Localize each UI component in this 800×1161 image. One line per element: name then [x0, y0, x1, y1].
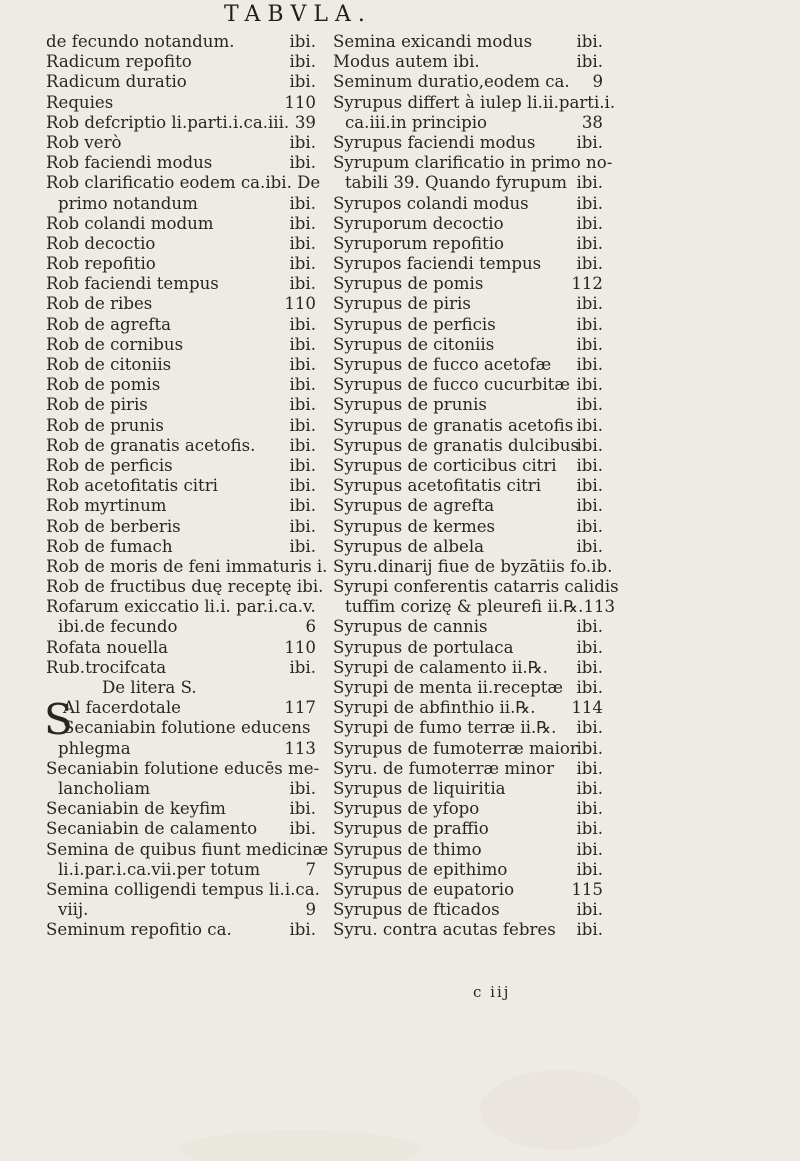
- index-entry: [333, 577, 619, 597]
- index-entry: [333, 739, 603, 759]
- index-entry: [333, 194, 603, 214]
- index-entry-page-ref: ibi.: [576, 395, 603, 415]
- index-entry-page-ref: ibi.: [576, 334, 603, 354]
- index-entry-text: Syrupus faciendi modus: [333, 132, 536, 152]
- index-entry: [333, 92, 616, 113]
- index-entry-page-ref: ibi.: [576, 819, 603, 839]
- index-entry-page-ref: ibi.: [576, 758, 603, 778]
- index-entry-page-ref: ibi.: [576, 536, 603, 556]
- index-entry-text: Syrupus de pomis: [333, 274, 484, 294]
- index-entry-text: Syrupus de prunis: [333, 395, 487, 415]
- index-entry-text: Rob verò: [46, 132, 122, 152]
- index-entry: [333, 698, 603, 718]
- index-entry: [333, 335, 603, 355]
- index-entry: [46, 254, 316, 274]
- index-entry-page-ref: ibi.: [289, 153, 316, 173]
- index-entry-text: primo notandum: [58, 193, 198, 213]
- index-entry-page-ref: 39: [294, 112, 316, 132]
- index-entry: [46, 718, 316, 738]
- index-entry-text: phlegma: [58, 738, 131, 758]
- index-entry-text: De litera S.: [102, 678, 197, 697]
- index-entry-page-ref: ibi.: [289, 72, 316, 92]
- index-entry: [46, 153, 316, 173]
- index-entry-page-ref: ibi.: [576, 193, 603, 213]
- index-entry-page-ref: ibi.: [289, 476, 316, 496]
- index-entry-page-ref: ibi.: [576, 637, 603, 657]
- index-entry-page-ref: ibi.: [576, 415, 603, 435]
- index-entry-text: Rob defcriptio li.parti.i.ca.iii.: [46, 112, 290, 132]
- index-entry-text: Rob de pomis: [46, 375, 161, 395]
- index-entry: [46, 274, 316, 294]
- index-entry: [333, 537, 603, 557]
- index-entry-page-ref: ibi.: [289, 213, 316, 233]
- index-entry: [46, 456, 316, 476]
- index-entry: [46, 577, 324, 597]
- index-entry-text: Radicum repofito: [46, 52, 192, 72]
- index-entry: [46, 739, 316, 759]
- index-entry-text: Syruporum repofitio: [333, 233, 505, 253]
- index-entry-page-ref: ibi.: [289, 233, 316, 253]
- index-entry: [46, 920, 316, 940]
- index-entry: [46, 597, 316, 617]
- index-entry-text: viij.: [58, 900, 89, 920]
- index-entry-page-ref: ibi.: [289, 920, 316, 940]
- index-entry: [333, 113, 603, 133]
- index-entry-text: Rob de agrefta: [46, 314, 172, 334]
- index-entry-page-ref: ibi.: [289, 496, 316, 516]
- index-entry: [46, 436, 316, 456]
- index-entry-text: Secaniabin de keyfim: [46, 799, 226, 819]
- index-entry-page-ref: ibi.: [576, 859, 603, 879]
- index-entry-text: Syrupi de fumo terræ ii.℞.: [333, 718, 557, 738]
- index-entry: [46, 617, 316, 637]
- index-entry-text: Seminum duratio,eodem ca.: [333, 72, 570, 92]
- index-entry: [46, 234, 316, 254]
- drop-cap-letter: S: [44, 695, 73, 745]
- index-entry: [333, 638, 603, 658]
- index-entry-text: Syru. de fumoterræ minor: [333, 758, 555, 778]
- index-entry: [46, 315, 316, 335]
- index-entry-page-ref: ibi.: [289, 193, 316, 213]
- index-entry: [46, 879, 320, 900]
- index-entry-text: Rob faciendi tempus: [46, 274, 219, 294]
- index-entry-text: li.i.par.i.ca.vii.per totum: [58, 859, 261, 879]
- index-entry-page-ref: ibi.: [576, 799, 603, 819]
- index-entry: [46, 52, 316, 72]
- index-entry-page-ref: ibi.: [289, 657, 316, 677]
- index-entry-page-ref: ibi.: [289, 274, 316, 294]
- index-entry: [333, 860, 603, 880]
- index-entry: [46, 214, 316, 234]
- index-entry-text: Rofarum exiccatio li.i. par.i.ca.v.: [46, 597, 316, 617]
- index-entry-page-ref: 9: [305, 900, 316, 920]
- index-entry-page-ref: 6: [305, 617, 316, 637]
- index-entry-text: Syrupos colandi modus: [333, 193, 529, 213]
- index-entry: [46, 860, 316, 880]
- index-entry-text: Syrupus de perficis: [333, 314, 496, 334]
- index-entry: [333, 416, 603, 436]
- index-entry: [46, 517, 316, 537]
- index-entry: [46, 173, 321, 193]
- index-entry: [333, 375, 603, 395]
- index-entry: [46, 375, 316, 395]
- index-entry-text: Syrupus de portulaca: [333, 637, 514, 657]
- index-entry: [46, 72, 316, 92]
- index-entry: [333, 32, 603, 52]
- index-entry: [46, 476, 316, 496]
- index-entry-text: Syrupus de granatis dulcibus: [333, 435, 580, 455]
- index-entry-page-ref: ibi.: [576, 476, 603, 496]
- index-entry-text: Rob de citoniis: [46, 355, 172, 374]
- index-entry: [46, 839, 329, 860]
- index-entry-page-ref: ibi.: [289, 819, 316, 839]
- index-entry-page-ref: 117: [284, 698, 316, 718]
- index-entry: [333, 880, 603, 900]
- index-entry-page-ref: ibi.: [576, 900, 603, 920]
- index-entry: [46, 819, 316, 839]
- index-entry: [333, 840, 603, 860]
- index-entry: [333, 496, 603, 516]
- index-entry-page-ref: 9: [592, 72, 603, 92]
- index-entry-page-ref: ibi.: [289, 52, 316, 72]
- index-entry-page-ref: ibi.: [576, 678, 603, 697]
- index-entry: [46, 416, 316, 436]
- index-entry: [333, 294, 603, 314]
- index-entry-page-ref: 110: [284, 92, 316, 112]
- index-entry-text: Syrupus de albela: [333, 536, 485, 556]
- index-entry-page-ref: 112: [571, 274, 603, 294]
- index-entry-page-ref: ibi.: [576, 213, 603, 233]
- index-entry: [46, 32, 316, 52]
- index-entry-page-ref: ibi.: [576, 314, 603, 334]
- index-entry-page-ref: ibi.: [576, 254, 603, 274]
- index-entry: [333, 920, 603, 940]
- index-entry: [333, 133, 603, 153]
- index-entry-text: Rob colandi modum: [46, 213, 214, 233]
- index-entry-page-ref: ibi.: [576, 455, 603, 475]
- index-entry-text: Modus autem ibi.: [333, 52, 480, 72]
- index-entry-text: Semina de quibus fiunt medicinæ: [46, 839, 329, 859]
- index-entry-page-ref: ibi.: [576, 233, 603, 253]
- index-entry: [333, 517, 603, 537]
- index-entry: [46, 335, 316, 355]
- index-entry-text: Rob repofitio: [46, 254, 156, 274]
- index-entry-text: Syrupi conferentis catarris calidis: [333, 577, 619, 597]
- index-entry-text: Syrupus de liquiritia: [333, 778, 506, 798]
- index-entry-page-ref: ibi.: [576, 839, 603, 859]
- index-entry: [333, 395, 603, 415]
- index-entry-text: Secaniabin folutione educens: [63, 718, 311, 738]
- index-entry-text: Secaniabin folutione educēs me-: [46, 758, 320, 778]
- index-entry-text: de fecundo notandum.: [46, 32, 235, 51]
- index-entry-text: Syrupus de fticados: [333, 900, 500, 920]
- index-entry-page-ref: ibi.: [576, 355, 603, 374]
- index-entry: [333, 617, 603, 637]
- index-entry-page-ref: ibi.: [289, 32, 316, 51]
- index-entry-text: Syrupus de eupatorio: [333, 879, 515, 899]
- index-entry-text: Rob de granatis acetofis.: [46, 435, 256, 455]
- index-entry: [46, 113, 316, 133]
- index-entry: [46, 779, 316, 799]
- index-entry-page-ref: ibi.: [576, 657, 603, 677]
- index-entry: [333, 254, 603, 274]
- index-entry: [46, 133, 316, 153]
- index-entry-page-ref: ibi.: [576, 294, 603, 314]
- index-entry-page-ref: 115: [571, 879, 603, 899]
- index-entry-text: Syruporum decoctio: [333, 213, 504, 233]
- index-entry-text: Rob de prunis: [46, 415, 164, 435]
- index-entry-text: Rob de perficis: [46, 455, 173, 475]
- index-entry: [46, 658, 316, 678]
- index-column-left: [44, 32, 329, 940]
- index-entry-text: Rob de cornibus: [46, 334, 184, 354]
- index-entry-text: Syrupus de kermes: [333, 516, 496, 536]
- index-entry-page-ref: 110: [284, 294, 316, 314]
- index-entry-text: Syrupus de praffio: [333, 819, 489, 839]
- index-entry: [333, 153, 613, 173]
- index-entry-text: ca.iii.in principio: [345, 112, 487, 132]
- index-entry-text: Syru. contra acutas febres: [333, 920, 556, 940]
- index-entry: [46, 496, 316, 516]
- index-entry: [333, 214, 603, 234]
- index-entry-page-ref: ibi.: [289, 799, 316, 819]
- index-entry-page-ref: 7: [305, 859, 316, 879]
- index-entry: [333, 900, 603, 920]
- index-entry-page-ref: ibi.: [576, 738, 603, 758]
- index-entry: [333, 355, 603, 375]
- index-entry-page-ref: ibi.: [576, 375, 603, 395]
- index-entry-text: Syrupus de corticibus citri: [333, 455, 557, 475]
- index-entry-text: Rob de moris de feni immaturis i.: [46, 556, 328, 576]
- page-header: TABVLA.: [224, 2, 372, 27]
- index-entry-text: Radicum duratio: [46, 72, 187, 92]
- index-entry-text: Syrupus differt à iulep li.ii.parti.i.: [333, 92, 616, 112]
- index-entry: [333, 72, 603, 92]
- index-entry-text: Syrupi de menta ii.receptæ: [333, 678, 564, 697]
- index-entry-page-ref: 110: [284, 637, 316, 657]
- index-entry-text: Rofata nouella: [46, 637, 169, 657]
- index-entry-text: Syrupus de citoniis: [333, 334, 495, 354]
- index-entry-text: Syrupos faciendi tempus: [333, 254, 542, 274]
- index-entry-text: Al facerdotale: [63, 698, 181, 718]
- index-entry-page-ref: ibi.: [576, 496, 603, 516]
- index-entry-page-ref: ibi.: [289, 516, 316, 536]
- index-entry-text: Syrupi de abfinthio ii.℞.: [333, 698, 536, 718]
- index-entry: [333, 597, 616, 617]
- index-entry-page-ref: ibi.: [289, 254, 316, 274]
- index-entry-page-ref: ibi.: [576, 32, 603, 51]
- index-entry: [333, 315, 603, 335]
- index-entry-page-ref: ibi.: [289, 314, 316, 334]
- index-column-right: [333, 32, 619, 940]
- index-entry: [333, 436, 603, 456]
- index-entry: [46, 537, 316, 557]
- index-entry-page-ref: ibi.: [289, 455, 316, 475]
- index-entry-text: Syrupus acetofitatis citri: [333, 476, 542, 496]
- index-entry-page-ref: ibi.: [289, 536, 316, 556]
- index-entry-page-ref: ibi.: [576, 778, 603, 798]
- index-entry-text: tuffim corizę & pleurefi ii.℞.113: [345, 597, 616, 617]
- index-entry-page-ref: ibi.: [289, 435, 316, 455]
- index-entry-page-ref: ibi.: [576, 52, 603, 72]
- index-entry-text: Rob decoctio: [46, 233, 156, 253]
- index-entry-text: Syru.dinarij fiue de byzātiis fo.ib.: [333, 556, 613, 576]
- index-entry: [333, 52, 603, 72]
- index-entry: [46, 556, 328, 577]
- index-entry-text: Syrupus de fumoterræ maior: [333, 738, 578, 758]
- index-entry-text: Secaniabin de calamento: [46, 819, 258, 839]
- index-entry-page-ref: ibi.: [576, 435, 603, 455]
- index-entry-text: Syrupus de fucco cucurbitæ: [333, 375, 570, 395]
- index-entry-page-ref: 38: [581, 112, 603, 132]
- index-entry-text: Rob de ribes: [46, 294, 153, 314]
- index-entry-text: Syrupum clarificatio in primo no-: [333, 153, 613, 173]
- index-entry: [46, 638, 316, 658]
- index-entry-page-ref: ibi.: [576, 718, 603, 738]
- index-entry-text: tabili 39. Quando fyrupum: [345, 173, 567, 193]
- index-entry-text: Semina colligendi tempus li.i.ca.: [46, 879, 320, 899]
- index-entry-text: Rub.trocifcata: [46, 657, 167, 677]
- index-entry-text: Syrupus de granatis acetofis: [333, 415, 574, 435]
- index-entry: [46, 758, 320, 779]
- index-entry-text: Semina exicandi modus: [333, 32, 533, 51]
- index-entry: [333, 658, 603, 678]
- index-entry-text: Rob acetofitatis citri: [46, 476, 218, 496]
- index-entry-text: Syrupus de epithimo: [333, 859, 508, 879]
- index-entry: [333, 799, 603, 819]
- index-entry: [46, 93, 316, 113]
- index-entry-page-ref: ibi.: [289, 355, 316, 374]
- index-entry: [46, 294, 316, 314]
- index-entry-text: Rob faciendi modus: [46, 153, 213, 173]
- index-entry-page-ref: ibi.: [576, 617, 603, 637]
- index-entry-page-ref: 113: [284, 738, 316, 758]
- index-entry-text: Syrupus de thimo: [333, 839, 482, 859]
- index-entry-page-ref: ibi.: [576, 516, 603, 536]
- index-entry: [46, 355, 316, 375]
- index-entry: [46, 799, 316, 819]
- index-entry-text: Rob de fumach: [46, 536, 173, 556]
- index-entry: [333, 678, 603, 698]
- index-entry: [333, 556, 613, 577]
- index-entry: [46, 395, 316, 415]
- index-entry: [333, 779, 603, 799]
- index-entry: [333, 759, 603, 779]
- index-entry: [333, 819, 603, 839]
- index-entry-text: ibi.de fecundo: [58, 617, 178, 637]
- index-entry: [46, 678, 316, 698]
- index-entry: [333, 234, 603, 254]
- index-entry-page-ref: ibi.: [576, 920, 603, 940]
- index-entry-text: Syrupus de cannis: [333, 617, 488, 637]
- index-entry-text: Requies: [46, 92, 114, 112]
- index-entry: [333, 456, 603, 476]
- signature-mark: c iij: [473, 983, 511, 1001]
- index-entry-page-ref: ibi.: [289, 334, 316, 354]
- index-entry-text: Rob de piris: [46, 395, 148, 415]
- index-entry: [333, 274, 603, 294]
- index-entry: [333, 476, 603, 496]
- index-entry-page-ref: 114: [571, 698, 603, 718]
- index-entry-text: Rob myrtinum: [46, 496, 167, 516]
- index-entry: [333, 173, 603, 193]
- index-entry-page-ref: ibi.: [289, 375, 316, 395]
- index-entry-text: Syrupi de calamento ii.℞.: [333, 657, 548, 677]
- index-entry-text: Rob clarificatio eodem ca.ibi. De: [46, 173, 321, 193]
- index-entry-page-ref: ibi.: [289, 395, 316, 415]
- index-entry-page-ref: ibi.: [576, 132, 603, 152]
- index-entry-text: Seminum repofitio ca.: [46, 920, 232, 940]
- index-entry-text: Syrupus de fucco acetofæ: [333, 355, 552, 374]
- index-entry-page-ref: ibi.: [576, 173, 603, 193]
- index-entry-text: Syrupus de agrefta: [333, 496, 495, 516]
- index-entry-page-ref: ibi.: [289, 778, 316, 798]
- index-entry-text: lancholiam: [58, 778, 151, 798]
- index-entry-text: Rob de berberis: [46, 516, 181, 536]
- index-entry-text: Syrupus de piris: [333, 294, 471, 314]
- index-entry-page-ref: ibi.: [289, 132, 316, 152]
- index-entry: [333, 718, 603, 738]
- index-entry: [46, 194, 316, 214]
- index-entry-text: Syrupus de yfopo: [333, 799, 480, 819]
- index-entry-text: Rob de fructibus duę receptę ibi.: [46, 577, 324, 597]
- index-entry: [46, 900, 316, 920]
- index-entry-page-ref: ibi.: [289, 415, 316, 435]
